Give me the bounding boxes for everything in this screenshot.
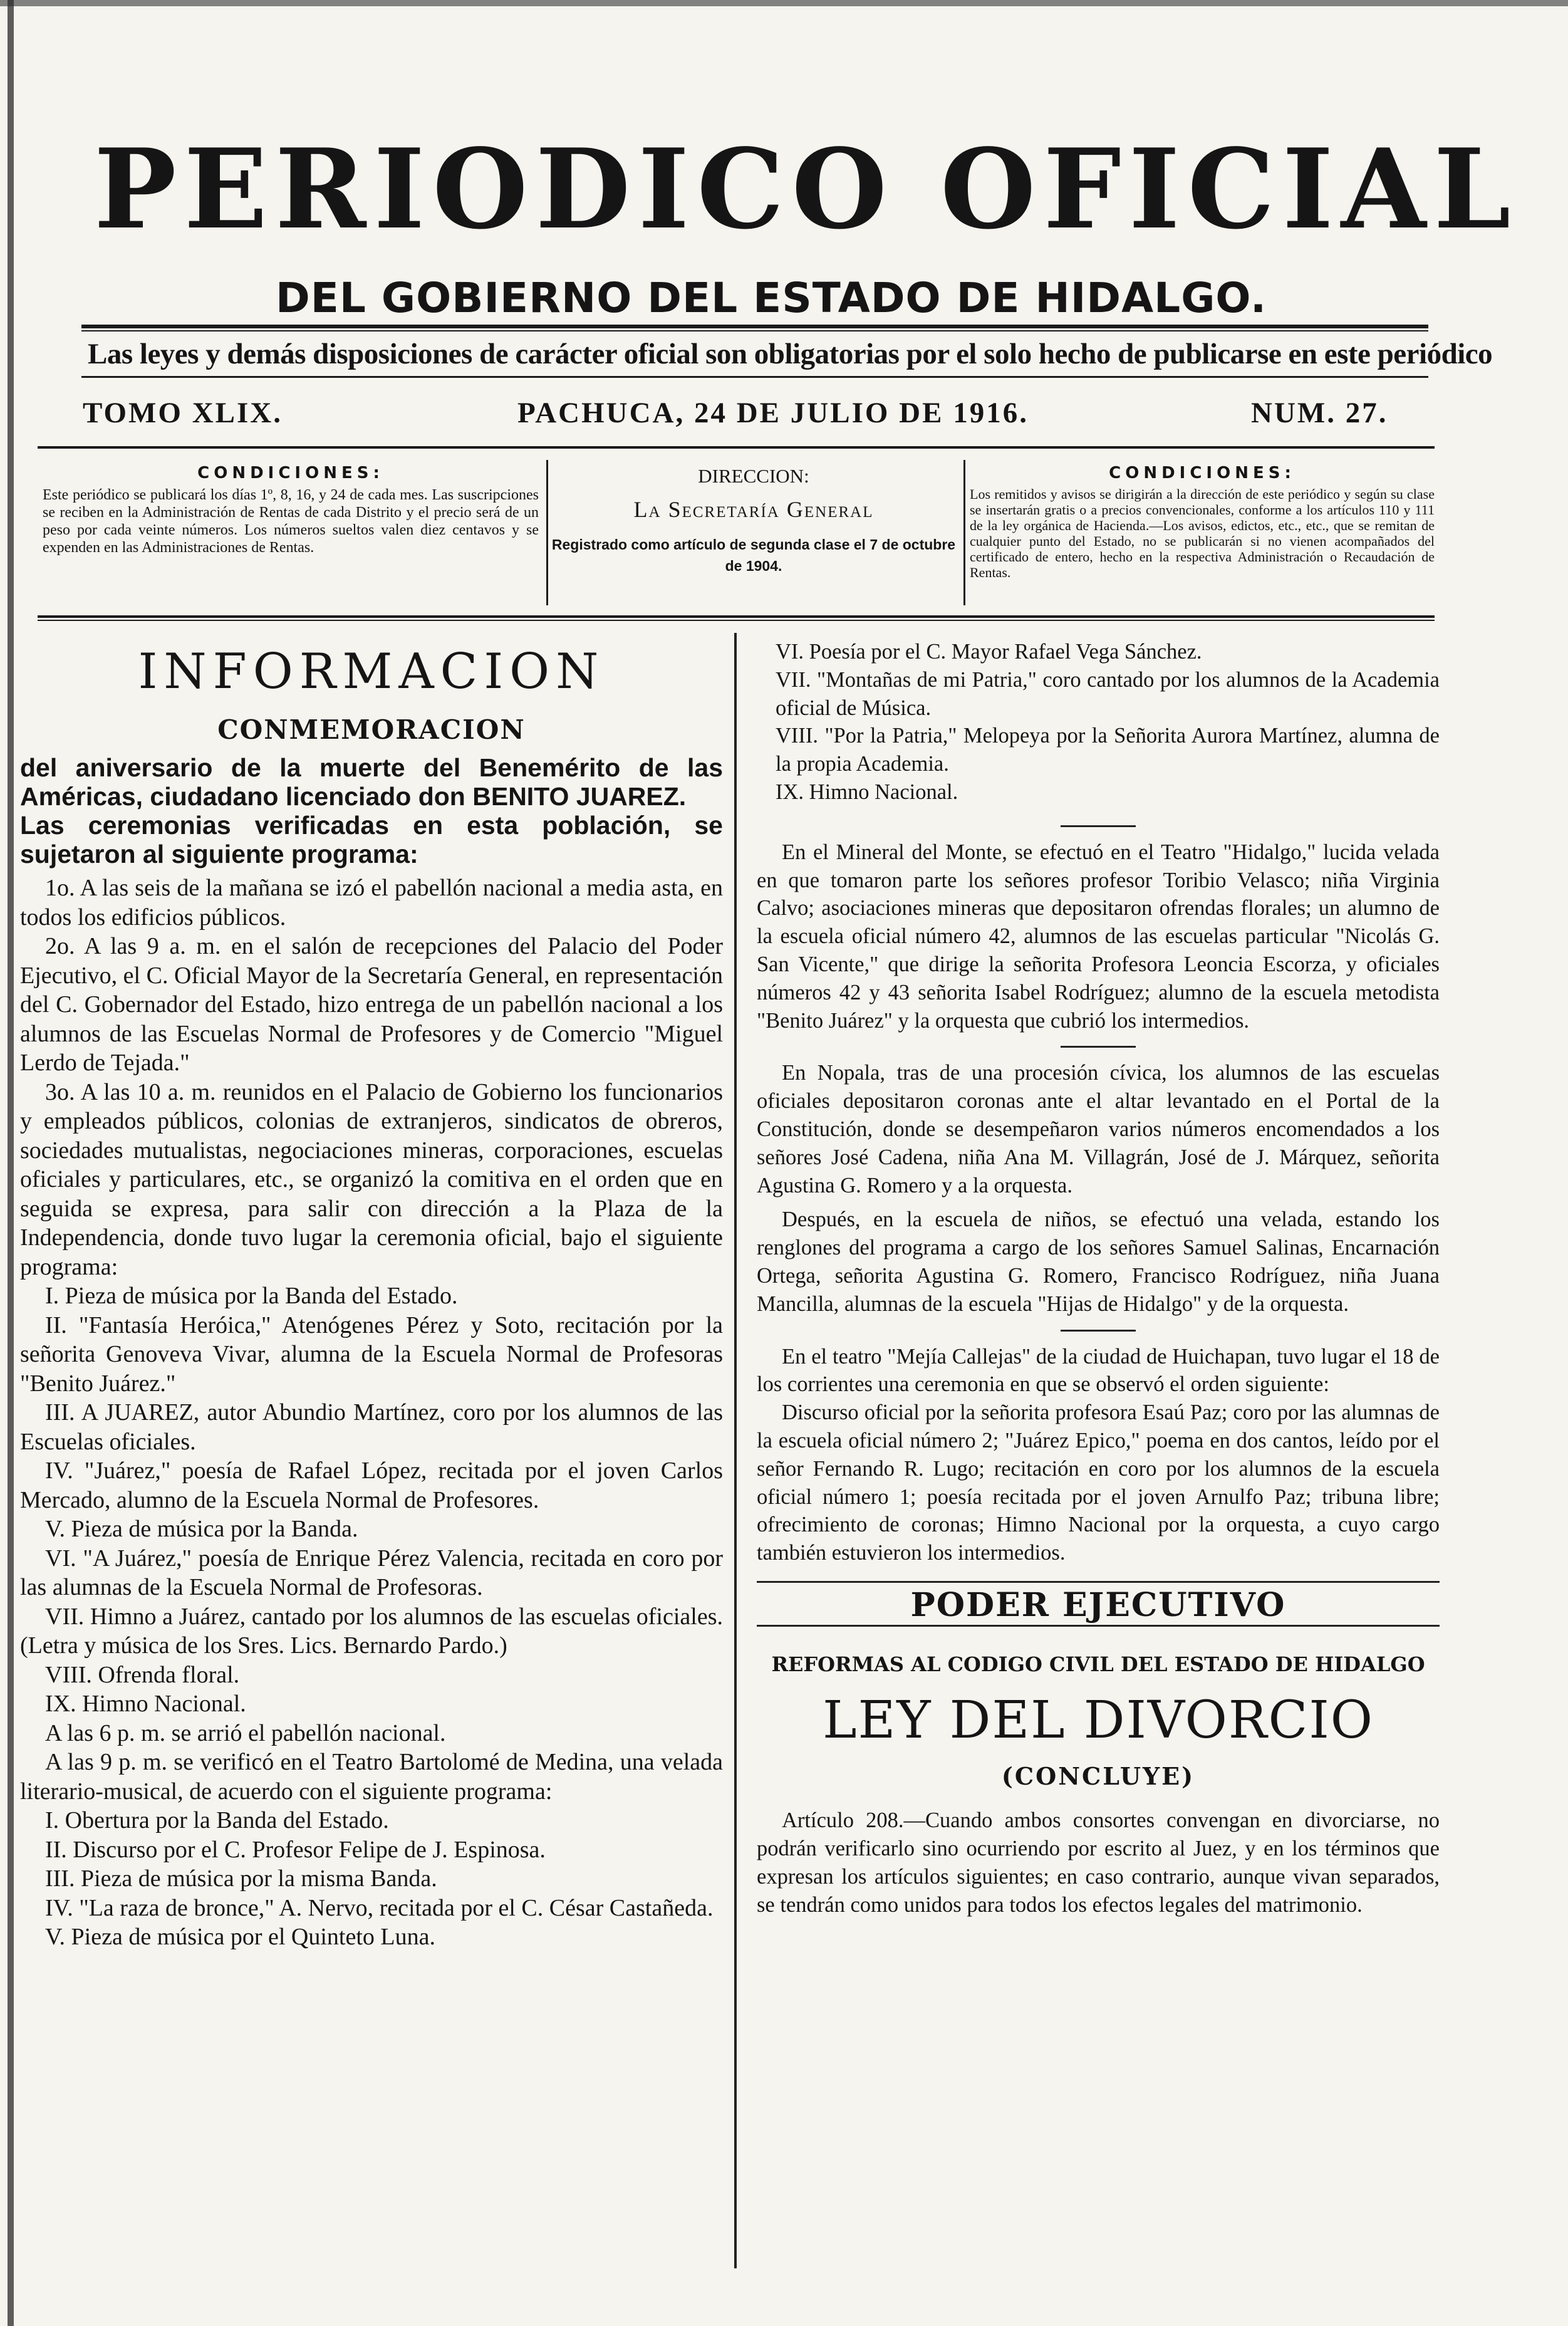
program-item: I. Pieza de música por la Banda del Estado. xyxy=(45,1283,458,1310)
rule-box-bottom-thin xyxy=(38,620,1435,621)
program-item: A las 6 p. m. se arrió el pabellón nacional. xyxy=(45,1719,446,1746)
direccion-block xyxy=(551,455,956,612)
paragraph-mineral-del-monte: En el Mineral del Monte, se efectuó en el Teatro "Hidalgo," lucida velada en que tomaron parte los señores profesor Toribio Velasco; niña Virginia Calvo; asociaciones mineras que depositaron ofrendas florales; un alumno de la escuela oficial número 42, alumnos de las escuelas particular "Nicolás G. San Vicente," que dirige la señorita Profesora Leoncia Escorza, y oficiales números 42 y 43 señorita Isabel Rodríguez; alumno de la escuela metodista "Benito Juárez" y la orquesta que cubrió los intermedios. xyxy=(757,840,1440,1033)
direccion-heading: DIRECCION: xyxy=(698,465,809,487)
issue-number: NUM. 27. xyxy=(1251,397,1388,429)
paragraph-nopala-2: Después, en la escuela de niños, se efectuó una velada, estando los renglones del programa a cargo de los señores Samuel Salinas, Encarnación Ortega, señorita Agustina G. Romero, Francisco Rodríguez, niña Juana Mancilla, alumnas de la escuela "Hijas de Hidalgo" y de la orquesta. xyxy=(757,1207,1440,1316)
conditions-box xyxy=(43,455,1435,612)
program-item: 3o. A las 10 a. m. reunidos en el Palacio de Gobierno los funcionarios y empleados públicos, colonias de extranjeros, sindicatos de obreros, sociedades mutualistas, negociaciones mineras, corporaciones, escuelas oficiales y particulares, etc., se organizó la comitiva en el orden que en seguida se expresa, para salir con dirección a la Plaza de la Independencia, donde tuvo lugar la ceremonia oficial, bajo el siguiente programa: xyxy=(20,1078,723,1280)
program-item: IV. "La raza de bronce," A. Nervo, recitada por el C. César Castañeda. xyxy=(45,1894,714,1921)
rule-mid xyxy=(81,376,1428,378)
masthead-subtitle: DEL GOBIERNO DEL ESTADO DE HIDALGO. xyxy=(276,274,1267,322)
program-item: II. Discurso por el C. Profesor Felipe de J. Espinosa. xyxy=(45,1836,546,1863)
program-item: A las 9 p. m. se verificó en el Teatro Bartolomé de Medina, una velada literario-musical, de acuerdo con el siguiente programa: xyxy=(20,1749,723,1805)
place-date: PACHUCA, 24 DE JULIO DE 1916. xyxy=(517,397,1029,429)
lead-paragraph-1: del aniversario de la muerte del Benemérito de las Américas, ciudadano licenciado don BENITO JUAREZ. xyxy=(20,753,723,811)
separator xyxy=(1061,1046,1136,1048)
program-item: 1o. A las seis de la mañana se izó el pabellón nacional a media asta, en todos los edificios públicos. xyxy=(20,875,723,931)
program-item: VIII. Ofrenda floral. xyxy=(45,1661,240,1688)
conditions-right-text: Los remitidos y avisos se dirigirán a la dirección de este periódico y según su clase se insertarán gratis o a precios convencionales, conforme a los artículos 110 y 111 de la ley orgánica de Hacienda.—Los avisos, edictos, etc., etc., que se remitan de cualquier punto del Estado, no se publicarán si no vienen acompañados del certificado de entero, hecho en la respectiva Administración o Recaudación de Rentas. xyxy=(970,486,1435,580)
program-item: V. Pieza de música por la Banda. xyxy=(45,1516,358,1543)
left-column xyxy=(20,638,723,2311)
conditions-right-heading: CONDICIONES: xyxy=(1109,464,1295,482)
legal-notice: Las leyes y demás disposiciones de carácter oficial son obligatorias por el solo hecho de publicarse en este periódico xyxy=(88,338,1493,370)
program-item: III. Pieza de música por la misma Banda. xyxy=(45,1865,437,1892)
subhead-reformas: REFORMAS AL CODIGO CIVIL DEL ESTADO DE HIDALGO xyxy=(771,1652,1425,1676)
program-item: VII. "Montañas de mi Patria," coro cantado por los alumnos de la Academia oficial de Música. xyxy=(776,667,1440,720)
program-item: V. Pieza de música por el Quinteto Luna. xyxy=(45,1924,435,1951)
direccion-registration: Registrado como artículo de segunda clase el 7 de octubre de 1904. xyxy=(551,536,956,574)
program-item: IX. Himno Nacional. xyxy=(776,780,958,804)
scan-edge-top xyxy=(0,0,1568,6)
program-item: VIII. "Por la Patria," Melopeya por la Señorita Aurora Martínez, alumna de la propia Academia. xyxy=(776,724,1440,776)
conditions-left-text: Este periódico se publicará los días 1º, 8, 16, y 24 de cada mes. Las suscripciones se reciben en la Administración de Rentas de cada Distrito y el precio será de un peso por cada veinte números. Los números sueltos valen diez centavos y se expenden en las Administraciones de Rentas. xyxy=(43,487,539,556)
program-item: I. Obertura por la Banda del Estado. xyxy=(45,1807,389,1834)
conditions-divider-1 xyxy=(546,460,548,605)
tomo-label: TOMO XLIX. xyxy=(83,397,283,429)
program-item: II. "Fantasía Heróica," Atenógenes Pérez y Soto, recitación por la señorita Genoveva Vivar, alumna de la Escuela Normal de Profesoras "Benito Juárez." xyxy=(20,1312,723,1397)
subhead-conmemoracion: CONMEMORACION xyxy=(217,714,526,745)
separator xyxy=(1061,1330,1136,1332)
conditions-left-heading: CONDICIONES: xyxy=(197,464,384,482)
rule-poder xyxy=(757,1581,1440,1583)
masthead-title: PERIODICO OFICIAL xyxy=(94,125,1519,254)
rule-top xyxy=(81,325,1428,328)
subtitle-concluye: (CONCLUYE) xyxy=(1001,1761,1195,1790)
paragraph-huichapan-1: En el teatro "Mejía Callejas" de la ciudad de Huichapan, tuvo lugar el 18 de los corrientes una ceremonia en que se observó el orden siguiente: xyxy=(757,1344,1440,1397)
section-title-poder-ejecutivo: PODER EJECUTIVO xyxy=(910,1585,1286,1624)
program-item: VII. Himno a Juárez, cantado por los alumnos de las escuelas oficiales. (Letra y música de los Sres. Lics. Bernardo Pardo.) xyxy=(20,1603,723,1659)
conditions-divider-2 xyxy=(963,460,965,605)
right-column xyxy=(757,638,1440,2311)
rule-box-bottom xyxy=(38,615,1435,618)
scan-edge-left xyxy=(8,0,14,2326)
conditions-left xyxy=(43,455,539,612)
rule-box-top xyxy=(38,446,1435,449)
title-ley-del-divorcio: LEY DEL DIVORCIO xyxy=(823,1690,1374,1750)
lead-paragraph-2: Las ceremonias verificadas en esta población, se sujetaron al siguiente programa: xyxy=(20,811,723,869)
program-item: IX. Himno Nacional. xyxy=(45,1691,246,1718)
rule-top-thin xyxy=(81,330,1428,331)
paragraph-huichapan-2: Discurso oficial por la señorita profesora Esaú Paz; coro por las alumnas de la escuela oficial número 2; "Juárez Epico," poema en dos cantos, leído por el señor Fernando R. Lugo; recitación en coro por los alumnos de la escuela oficial número 1; poesía recitada por el joven Arnulfo Paz; tribuna libre; ofrecimiento de coronas; Himno Nacional por la orquesta, a cuyo cargo también estuvieron los intermedios. xyxy=(757,1400,1440,1565)
program-item: VI. Poesía por el C. Mayor Rafael Vega Sánchez. xyxy=(776,640,1202,664)
separator xyxy=(1061,825,1136,827)
paragraph-nopala-1: En Nopala, tras de una procesión cívica, los alumnos de las escuelas oficiales depositaron coronas ante el altar levantado en el Portal de la Constitución, donde se desempeñaron varios números encomendados a los señores José Cadena, niña Ana M. Villagrán, José de J. Márquez, señorita Agustina G. Romero y a la orquesta. xyxy=(757,1061,1440,1197)
section-title-informacion: INFORMACION xyxy=(138,644,605,700)
program-item: VI. "A Juárez," poesía de Enrique Pérez Valencia, recitada en coro por las alumnas de la Escuela Normal de Profesoras. xyxy=(20,1545,723,1601)
paragraph-articulo-208: Artículo 208.—Cuando ambos consortes convengan en divorciarse, no podrán verificarlo sino ocurriendo por escrito al Juez, y en los términos que expresan los artículos siguientes; en caso contrario, aunque vivan separados, se tendrán como unidos para todos los efectos legales del matrimonio. xyxy=(757,1808,1440,1917)
rule-poder-bottom xyxy=(757,1625,1440,1627)
program-item: III. A JUAREZ, autor Abundio Martínez, coro por los alumnos de las Escuelas oficiales. xyxy=(20,1399,723,1455)
direccion-name: La Secretaría General xyxy=(633,497,874,522)
program-item: 2o. A las 9 a. m. en el salón de recepciones del Palacio del Poder Ejecutivo, el C. Oficial Mayor de la Secretaría General, en representación del C. Gobernador del Estado, hizo entrega de un pabellón nacional a los alumnos de las Escuelas Normal de Profesores y de Comercio "Miguel Lerdo de Tejada." xyxy=(20,933,723,1077)
column-divider xyxy=(734,633,737,2268)
program-item: IV. "Juárez," poesía de Rafael López, recitada por el joven Carlos Mercado, alumno de la Escuela Normal de Profesores. xyxy=(20,1458,723,1513)
conditions-right xyxy=(970,455,1435,612)
